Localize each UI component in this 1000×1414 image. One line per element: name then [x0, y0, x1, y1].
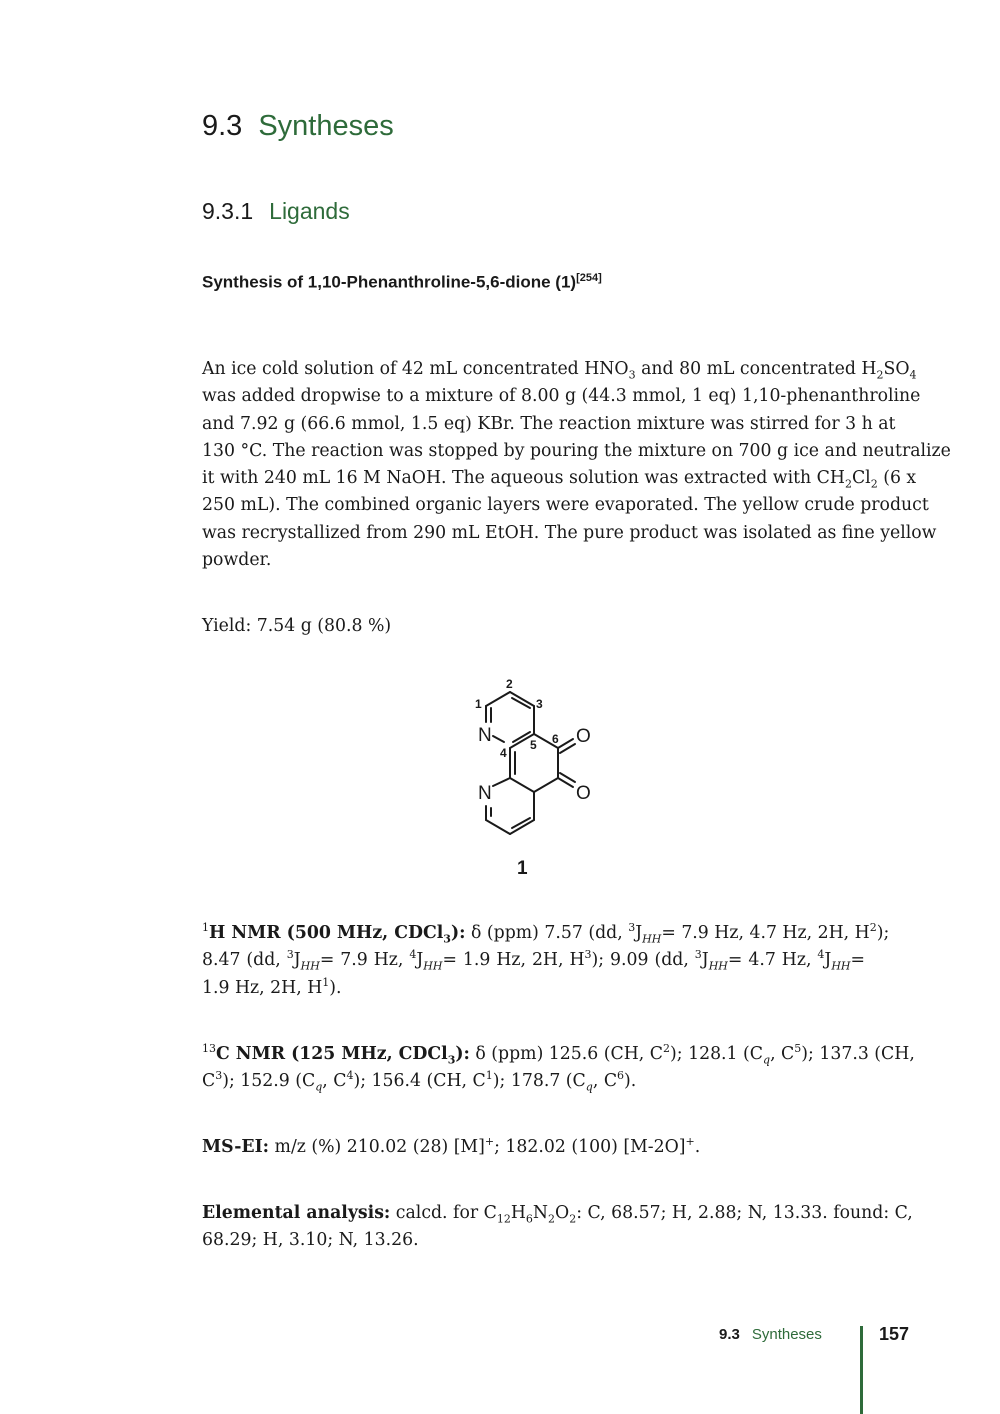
footer-section-title: Syntheses: [751, 1326, 822, 1343]
atom-label-n2: N: [478, 783, 492, 804]
footer-section-number: 9.3: [719, 1326, 740, 1343]
position-label-3: 3: [536, 697, 543, 711]
subsection-title: Ligands: [269, 198, 350, 224]
c-nmr-label: C NMR (125 MHz, CDCl$_3$):: [216, 1044, 470, 1067]
subsection-number: 9.3.1: [202, 198, 254, 224]
bond: [493, 778, 510, 786]
footer-rule: [860, 1326, 863, 1414]
section-heading: [202, 110, 394, 143]
bond: [486, 692, 510, 706]
h-nmr-paragraph: $^1$H NMR (500 MHz, CDCl$_3$): δ (ppm) 7.57 (dd, $^3J_{HH}= 7.9$ Hz, 4.7 Hz, 2H, $H^2$); 8.47 (dd, $^3J_{HH}= 7.9$ Hz, $^4J_{HH}= 1.9$ Hz, 2H, $H^3$); 9.09 (dd, $^3J_{HH}= 4.7$ Hz, $^4J_{HH}=$ 1.9 Hz, 2H, $H^1$).: [202, 921, 890, 998]
bond: [510, 778, 534, 792]
chemical-structure: [460, 670, 610, 885]
atom-label-o2: O: [576, 783, 591, 804]
atom-label-n1: N: [478, 725, 492, 746]
atom-label-o1: O: [576, 726, 591, 747]
section-number: 9.3: [202, 110, 243, 142]
h-nmr-label: H NMR (500 MHz, CDCl$_3$):: [209, 923, 466, 946]
bond: [486, 820, 510, 834]
subsection-heading: [202, 198, 350, 225]
position-label-6: 6: [552, 732, 559, 746]
position-label-5: 5: [530, 738, 537, 752]
synthesis-heading: Synthesis of 1,10-Phenanthroline-5,6-dione (1)[254]: [202, 272, 602, 292]
yield-text: Yield: 7.54 g (80.8 %): [202, 616, 392, 636]
c-nmr-paragraph: $^{13}$C NMR (125 MHz, CDCl$_3$): δ (ppm) 125.6 (CH, $C^2$); 128.1 ($C_q$, $C^5$); 137.3 (CH, $C^3$); 152.9 ($C_q$, $C^4$); 156.4 (CH, $C^1$); 178.7 ($C_q$, $C^6$).: [202, 1042, 915, 1094]
bond: [534, 778, 558, 792]
procedure-paragraph: An ice cold solution of 42 mL concentrated $HNO_3$ and 80 mL concentrated $H_2SO_4$ was added dropwise to a mixture of 8.00 g (44.3 mmol, 1 eq) 1,10-phenanthroline and 7.92 g (66.6 mmol, 1.5 eq) KBr. The reaction mixture was stirred for 3 h at 130 °C. The reaction was stopped by pouring the mixture on 700 g ice and neutralize it with 240 mL 16 M NaOH. The aqueous solution was extracted with $CH_2Cl_2$ (6 x 250 mL). The combined organic layers were evaporated. The yellow crude product was recrystallized from 290 mL EtOH. The pure product was isolated as fine yellow powder.: [202, 359, 951, 571]
footer-section: [719, 1326, 822, 1343]
position-label-2: 2: [506, 677, 513, 691]
position-label-4: 4: [500, 746, 507, 760]
ms-paragraph: MS-EI: m/z (%) 210.02 (28) [M]+; 182.02 (100) [M-2O]+.: [202, 1135, 701, 1157]
elemental-label: Elemental analysis:: [202, 1203, 391, 1223]
compound-number: 1: [517, 858, 528, 879]
section-title: Syntheses: [258, 110, 394, 142]
reference-citation: [254]: [576, 272, 602, 284]
page-number: 157: [879, 1324, 910, 1344]
bond: [493, 736, 504, 742]
elemental-analysis-paragraph: Elemental analysis: calcd. for $C_{12}H_6N_2O_2$: C, 68.57; H, 2.88; N, 13.33. found: C, 68.29; H, 3.10; N, 13.26.: [202, 1203, 913, 1251]
ms-label: MS-EI:: [202, 1137, 270, 1157]
position-label-1: 1: [475, 697, 482, 711]
